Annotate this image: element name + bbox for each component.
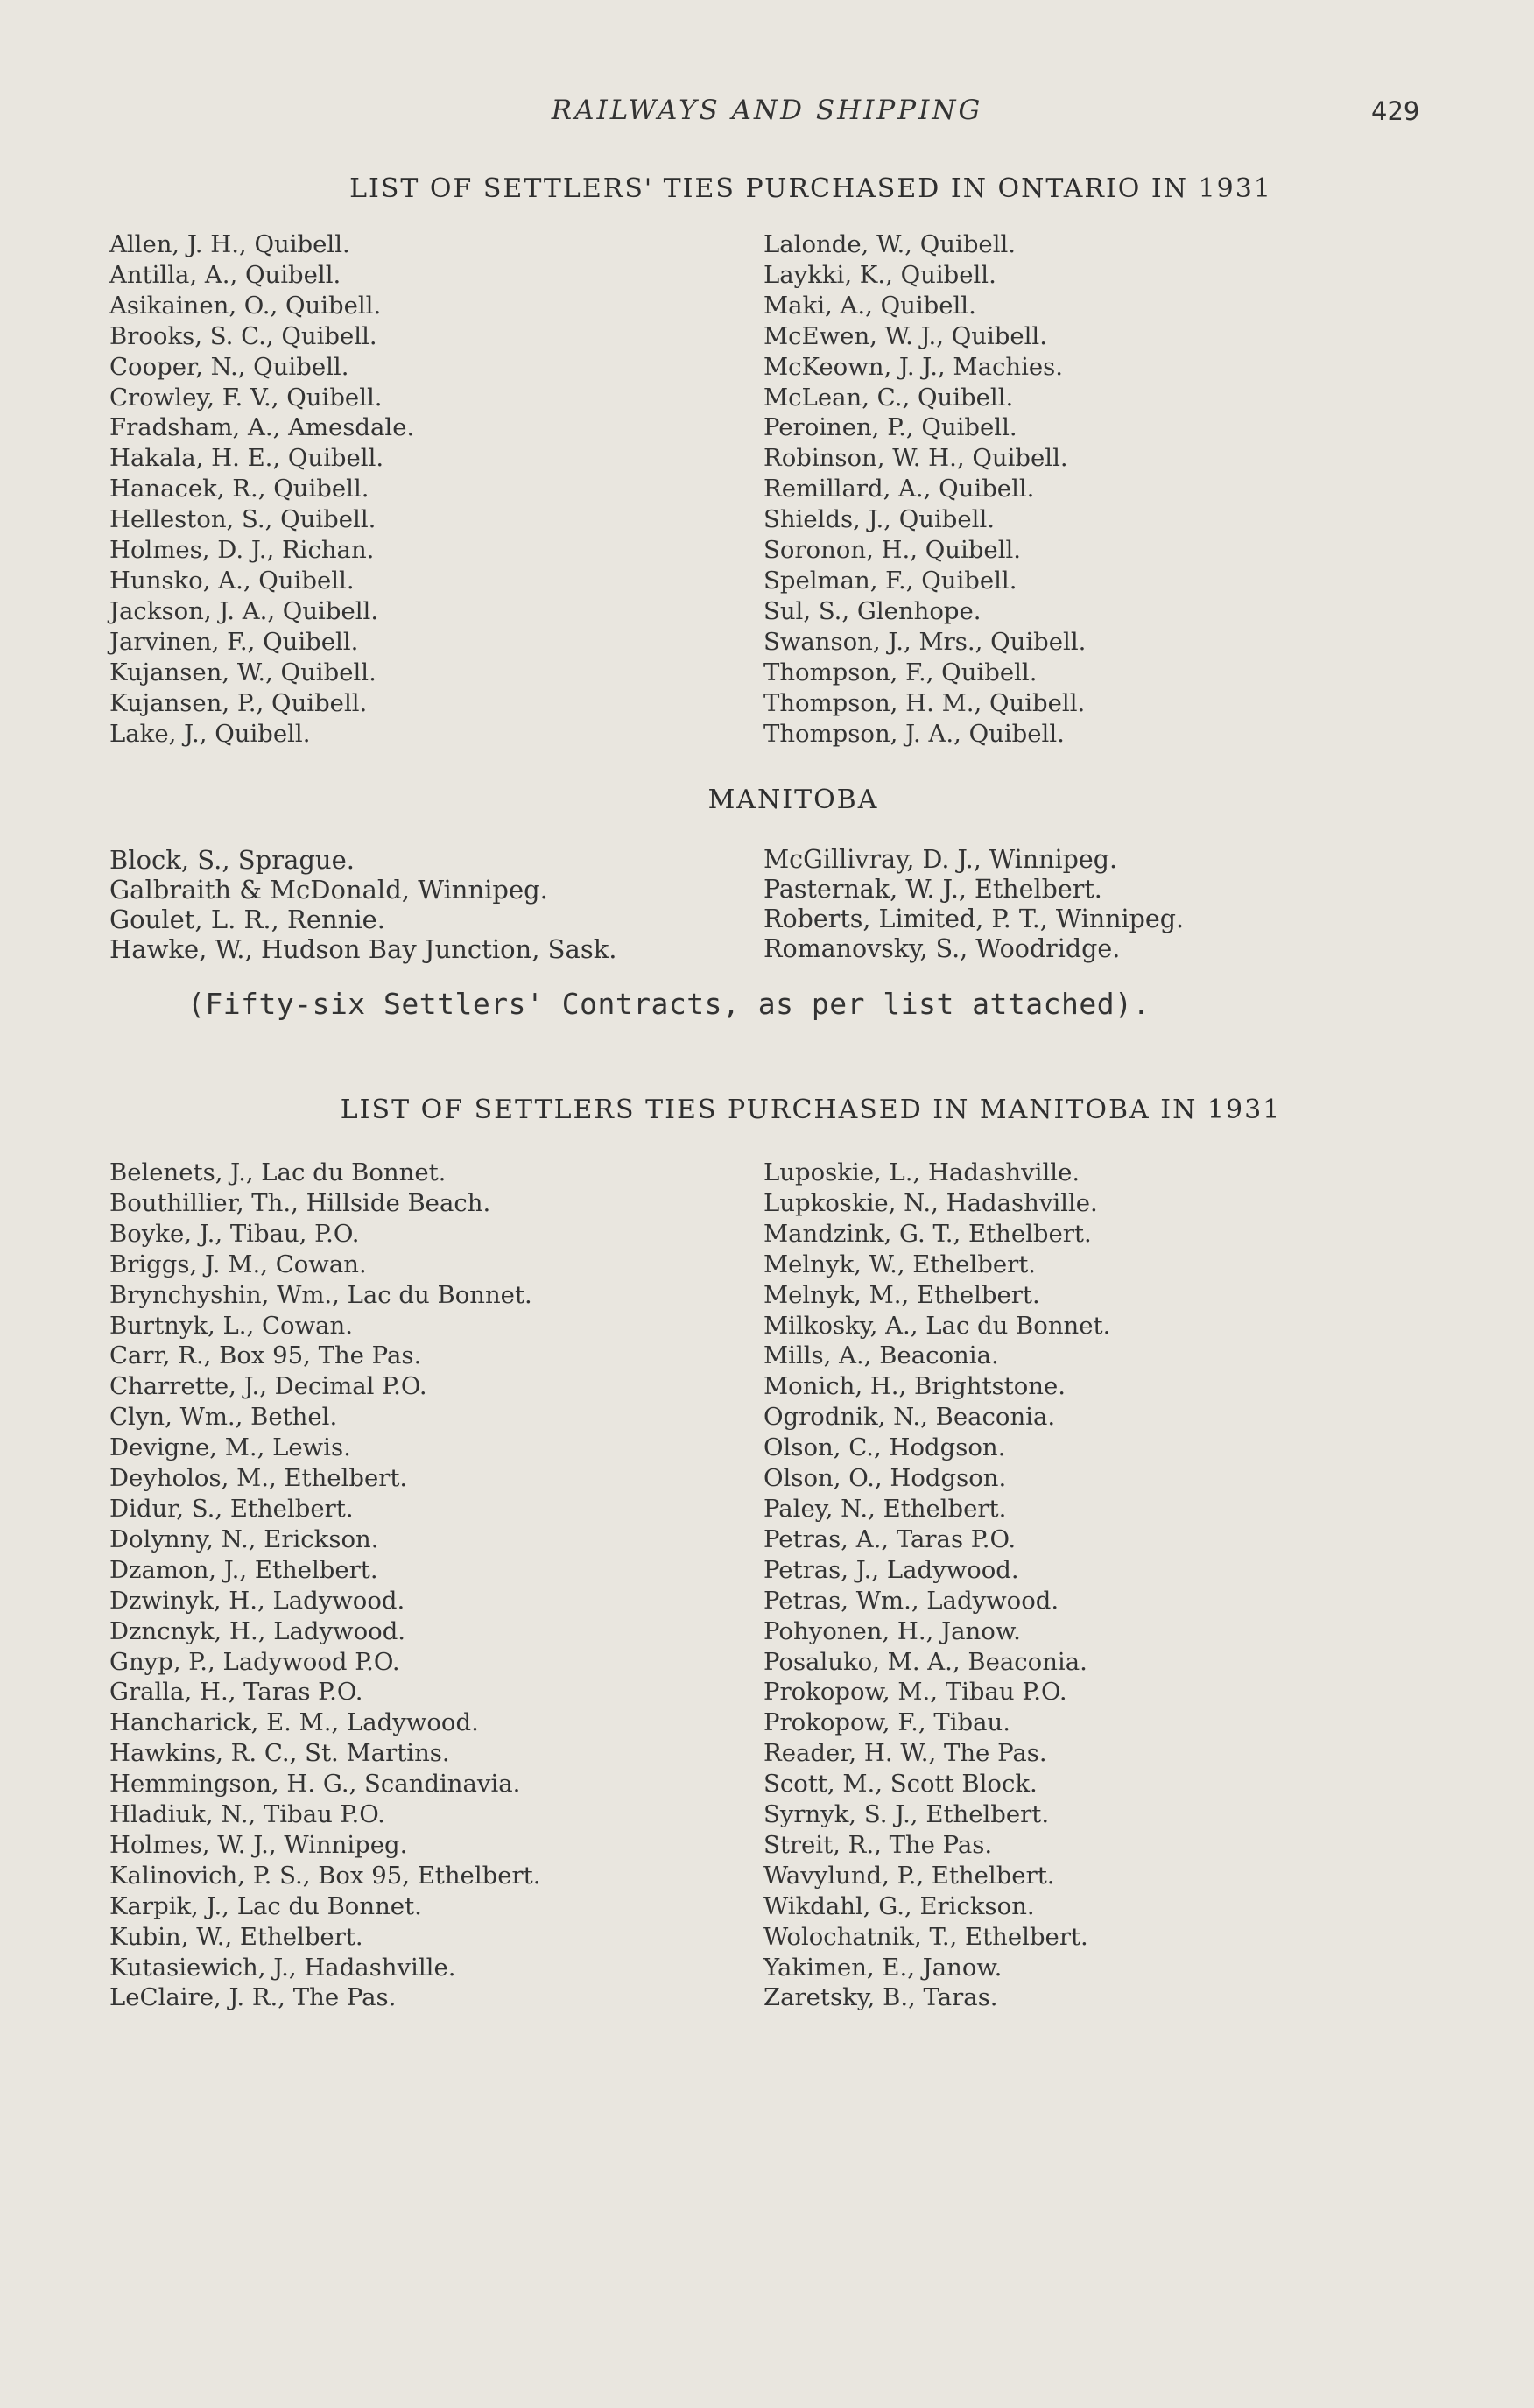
settler-entry: Holmes, D. J., Richan. xyxy=(109,536,375,565)
settler-entry: Ogrodnik, N., Beaconia. xyxy=(763,1403,1056,1432)
settler-entry: Holmes, W. J., Winnipeg. xyxy=(109,1830,408,1859)
settler-entry: Dzncnyk, H., Ladywood. xyxy=(109,1616,406,1645)
settler-entry: Kujansen, P., Quibell. xyxy=(109,688,368,717)
settler-entry: Streit, R., The Pas. xyxy=(763,1830,993,1859)
settler-entry: Antilla, A., Quibell. xyxy=(109,260,341,289)
settler-entry: Remillard, A., Quibell. xyxy=(763,475,1035,503)
settler-entry: Hunsko, A., Quibell. xyxy=(109,566,355,595)
settler-entry: Swanson, J., Mrs., Quibell. xyxy=(763,627,1087,656)
manitoba-list-title: LIST OF SETTLERS TIES PURCHASED IN MANITOBA IN 1931 xyxy=(340,1095,1282,1125)
settler-entry: Petras, J., Ladywood. xyxy=(763,1555,1019,1584)
settler-entry: Yakimen, E., Janow. xyxy=(763,1953,1003,1982)
settler-entry: Milkosky, A., Lac du Bonnet. xyxy=(763,1311,1111,1340)
settler-entry: Pasternak, W. J., Ethelbert. xyxy=(763,875,1102,904)
settler-entry: Shields, J., Quibell. xyxy=(763,505,995,534)
settler-entry: Scott, M., Scott Block. xyxy=(763,1770,1038,1799)
settler-entry: Gnyp, P., Ladywood P.O. xyxy=(109,1647,400,1676)
settler-entry: Galbraith & McDonald, Winnipeg. xyxy=(109,875,548,905)
settler-entry: Thompson, F., Quibell. xyxy=(763,658,1038,686)
settler-entry: Wolochatnik, T., Ethelbert. xyxy=(763,1922,1088,1951)
settler-entry: Belenets, J., Lac du Bonnet. xyxy=(109,1158,447,1186)
settler-entry: Zaretsky, B., Taras. xyxy=(763,1983,998,2012)
settler-entry: Syrnyk, S. J., Ethelbert. xyxy=(763,1800,1050,1829)
settler-entry: Hawke, W., Hudson Bay Junction, Sask. xyxy=(109,934,617,964)
manitoba-right-column xyxy=(763,845,1184,964)
settler-entry: Clyn, Wm., Bethel. xyxy=(109,1403,338,1432)
settler-entry: Lake, J., Quibell. xyxy=(109,719,311,748)
settler-entry: Crowley, F. V., Quibell. xyxy=(109,383,383,412)
settler-entry: Gralla, H., Taras P.O. xyxy=(109,1678,363,1707)
settler-entry: Kutasiewich, J., Hadashville. xyxy=(109,1953,456,1982)
manitoba-list-right-column xyxy=(763,1158,1110,2013)
settler-entry: Brynchyshin, Wm., Lac du Bonnet. xyxy=(109,1280,532,1309)
settler-entry: Block, S., Sprague. xyxy=(109,845,355,875)
settler-entry: Dzwinyk, H., Ladywood. xyxy=(109,1586,405,1615)
settler-entry: Monich, H., Brightstone. xyxy=(763,1372,1066,1401)
settler-entry: Briggs, J. M., Cowan. xyxy=(109,1250,367,1278)
manitoba-list-left-column xyxy=(109,1158,540,2013)
settler-entry: Devigne, M., Lewis. xyxy=(109,1433,351,1462)
settler-entry: Olson, O., Hodgson. xyxy=(763,1464,1007,1493)
settler-entry: Peroinen, P., Quibell. xyxy=(763,413,1017,442)
settler-entry: Wavylund, P., Ethelbert. xyxy=(763,1861,1055,1890)
settler-entry: Prokopow, F., Tibau. xyxy=(763,1708,1010,1737)
settler-entry: Cooper, N., Quibell. xyxy=(109,352,349,381)
settler-entry: Kubin, W., Ethelbert. xyxy=(109,1922,363,1951)
settler-entry: Hanacek, R., Quibell. xyxy=(109,475,369,503)
settler-entry: Spelman, F., Quibell. xyxy=(763,566,1017,595)
ontario-right-column xyxy=(763,229,1086,749)
settler-entry: McEwen, W. J., Quibell. xyxy=(763,321,1047,350)
settler-entry: Bouthillier, Th., Hillside Beach. xyxy=(109,1188,491,1217)
settler-entry: Sul, S., Glenhope. xyxy=(763,596,982,625)
settler-entry: Thompson, J. A., Quibell. xyxy=(763,719,1065,748)
settler-entry: Jackson, J. A., Quibell. xyxy=(109,596,379,625)
settler-entry: Roberts, Limited, P. T., Winnipeg. xyxy=(763,905,1185,933)
settler-entry: Fradsham, A., Amesdale. xyxy=(109,413,415,442)
contracts-note: (Fifty-six Settlers' Contracts, as per list attached). xyxy=(187,987,1150,1021)
settler-entry: Robinson, W. H., Quibell. xyxy=(763,444,1068,473)
settler-entry: Lupkoskie, N., Hadashville. xyxy=(763,1188,1098,1217)
settler-entry: Melnyk, M., Ethelbert. xyxy=(763,1280,1040,1309)
settler-entry: Reader, H. W., The Pas. xyxy=(763,1739,1047,1768)
manitoba-heading: MANITOBA xyxy=(707,785,879,815)
settler-entry: Romanovsky, S., Woodridge. xyxy=(763,934,1121,963)
settler-entry: Hancharick, E. M., Ladywood. xyxy=(109,1708,479,1737)
settler-entry: Luposkie, L., Hadashville. xyxy=(763,1158,1080,1186)
settler-entry: Allen, J. H., Quibell. xyxy=(109,230,350,258)
settler-entry: Hakala, H. E., Quibell. xyxy=(109,444,384,473)
settler-entry: Carr, R., Box 95, The Pas. xyxy=(109,1341,422,1370)
settler-entry: Goulet, L. R., Rennie. xyxy=(109,905,386,934)
page-number: 429 xyxy=(1371,96,1420,126)
settler-entry: Wikdahl, G., Erickson. xyxy=(763,1891,1035,1920)
settler-entry: Pohyonen, H., Janow. xyxy=(763,1616,1021,1645)
settler-entry: Posaluko, M. A., Beaconia. xyxy=(763,1647,1087,1676)
settler-entry: Hladiuk, N., Tibau P.O. xyxy=(109,1800,385,1829)
settler-entry: Thompson, H. M., Quibell. xyxy=(763,688,1086,717)
ontario-left-column xyxy=(109,229,414,749)
settler-entry: Charrette, J., Decimal P.O. xyxy=(109,1372,427,1401)
settler-entry: Mills, A., Beaconia. xyxy=(763,1341,999,1370)
manitoba-left-column xyxy=(109,845,617,964)
settler-entry: McGillivray, D. J., Winnipeg. xyxy=(763,845,1118,874)
settler-entry: Petras, A., Taras P.O. xyxy=(763,1524,1017,1553)
settler-entry: Kujansen, W., Quibell. xyxy=(109,658,376,686)
settler-entry: Olson, C., Hodgson. xyxy=(763,1433,1006,1462)
settler-entry: McKeown, J. J., Machies. xyxy=(763,352,1064,381)
settler-entry: Brooks, S. C., Quibell. xyxy=(109,321,377,350)
settler-entry: LeClaire, J. R., The Pas. xyxy=(109,1983,397,2012)
settler-entry: Jarvinen, F., Quibell. xyxy=(109,627,359,656)
settler-entry: Petras, Wm., Ladywood. xyxy=(763,1586,1059,1615)
running-head: RAILWAYS AND SHIPPING xyxy=(551,95,983,126)
settler-entry: Maki, A., Quibell. xyxy=(763,291,976,320)
settler-entry: Helleston, S., Quibell. xyxy=(109,505,376,534)
settler-entry: Prokopow, M., Tibau P.O. xyxy=(763,1678,1067,1707)
settler-entry: Melnyk, W., Ethelbert. xyxy=(763,1250,1037,1278)
settler-entry: Soronon, H., Quibell. xyxy=(763,536,1022,565)
settler-entry: Lalonde, W., Quibell. xyxy=(763,230,1017,258)
ontario-list-title: LIST OF SETTLERS' TIES PURCHASED IN ONTARIO IN 1931 xyxy=(349,173,1272,204)
settler-entry: Deyholos, M., Ethelbert. xyxy=(109,1464,408,1493)
settler-entry: Kalinovich, P. S., Box 95, Ethelbert. xyxy=(109,1861,541,1890)
settler-entry: Dzamon, J., Ethelbert. xyxy=(109,1555,378,1584)
settler-entry: Didur, S., Ethelbert. xyxy=(109,1494,354,1523)
settler-entry: Burtnyk, L., Cowan. xyxy=(109,1311,353,1340)
settler-entry: Paley, N., Ethelbert. xyxy=(763,1494,1007,1523)
settler-entry: Mandzink, G. T., Ethelbert. xyxy=(763,1219,1092,1248)
settler-entry: Hawkins, R. C., St. Martins. xyxy=(109,1739,450,1768)
settler-entry: Boyke, J., Tibau, P.O. xyxy=(109,1219,360,1248)
settler-entry: Dolynny, N., Erickson. xyxy=(109,1524,379,1553)
settler-entry: Laykki, K., Quibell. xyxy=(763,260,996,289)
settler-entry: Karpik, J., Lac du Bonnet. xyxy=(109,1891,422,1920)
settler-entry: McLean, C., Quibell. xyxy=(763,383,1014,412)
settler-entry: Asikainen, O., Quibell. xyxy=(109,291,382,320)
settler-entry: Hemmingson, H. G., Scandinavia. xyxy=(109,1770,521,1799)
